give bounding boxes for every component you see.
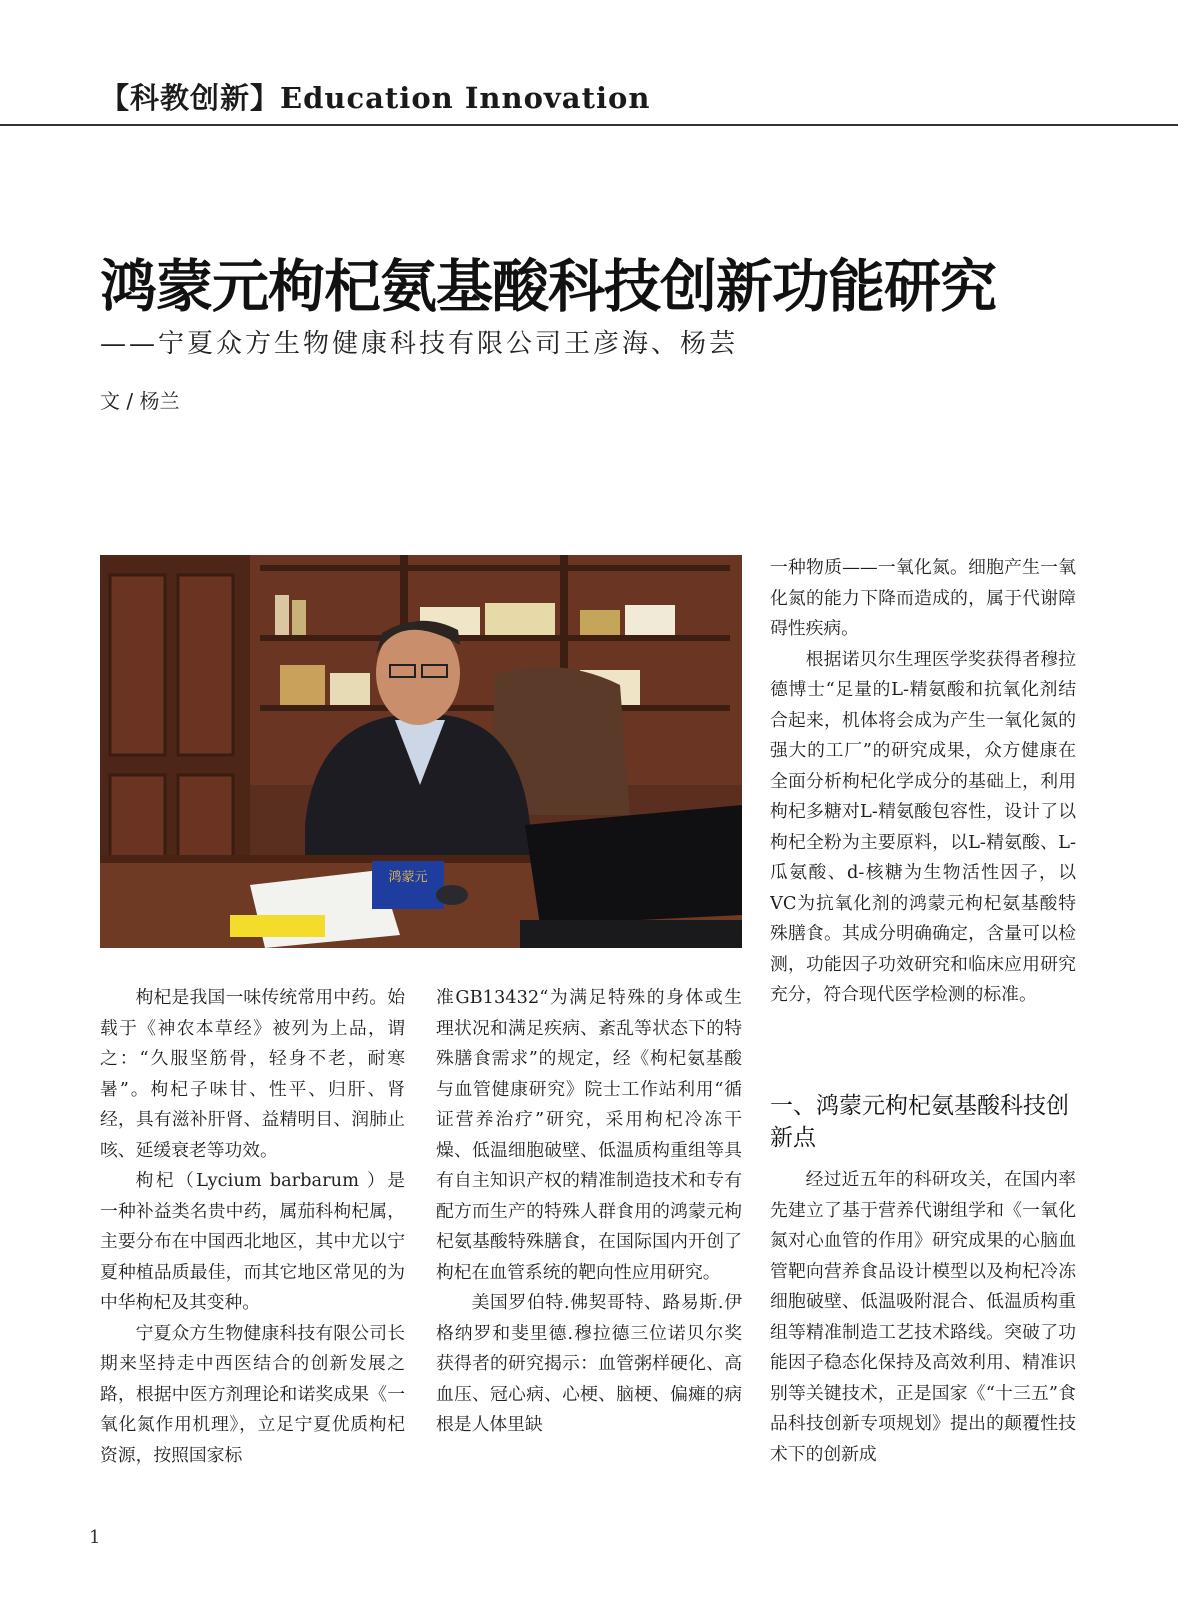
article-byline: 文 / 杨兰 xyxy=(100,389,180,413)
page-number: 1 xyxy=(89,1527,101,1548)
book-cover-text: 鸿蒙元 xyxy=(388,870,428,885)
section-heading: 一、鸿蒙元枸杞氨基酸科技创新点 xyxy=(770,1093,1069,1151)
article-subtitle: ——宁夏众方生物健康科技有限公司王彦海、杨芸 xyxy=(100,329,739,359)
paragraph: 宁夏众方生物健康科技有限公司长期来坚持走中西医结合的创新发展之路，根据中医方剂理论和诺奖成果《一氧化氮作用机理》，立足宁夏优质枸杞资源，按照国家标 xyxy=(100,1322,405,1466)
text-column-3-bottom xyxy=(770,1165,1076,1491)
office-portrait-illustration xyxy=(100,555,742,948)
paragraph: 准GB13432“为满足特殊的身体或生理状况和满足疾病、紊乱等状态下的特殊膳食需求”的规定，经《枸杞氨基酸与血管健康研究》院士工作站利用“循证营养治疗”研究，采用枸杞冷冻干燥、低温细胞破壁、低温质构重组等具有自主知识产权的精准制造技术和专有配方而生产的特殊人群食用的鸿蒙元枸杞氨基酸特殊膳食，在国际国内开创了枸杞在血管系统的靶向性应用研究。 xyxy=(436,987,742,1283)
paragraph: 根据诺贝尔生理医学奖获得者穆拉德博士“足量的L-精氨酸和抗氧化剂结合起来，机体将会成为产生一氧化氮的强大的工厂”的研究成果，众方健康在全面分析枸杞化学成分的基础上，利用枸杞多糖对L-精氨酸包容性，设计了以枸杞全粉为主要原料，以L-精氨酸、L-瓜氨酸、d-核糖为生物活性因子，以VC为抗氧化剂的鸿蒙元枸杞氨基酸特殊膳食。其成分明确确定，含量可以检测，功能因子功效研究和临床应用研究充分，符合现代医学检测的标准。 xyxy=(770,648,1076,1005)
section-header: 【科教创新】Education Innovation xyxy=(100,81,651,115)
text-column-3-top xyxy=(770,553,1076,1059)
paragraph: 一种物质——一氧化氮。细胞产生一氧化氮的能力下降而造成的，属于代谢障碍性疾病。 xyxy=(770,557,1076,639)
paragraph: 美国罗伯特.佛契哥特、路易斯.伊格纳罗和斐里德.穆拉德三位诺贝尔奖获得者的研究揭示：血管粥样硬化、高血压、冠心病、心梗、脑梗、偏瘫的病根是人体里缺 xyxy=(436,1292,742,1435)
paragraph: 枸杞是我国一味传统常用中药。始载于《神农本草经》被列为上品，谓之：“久服坚筋骨，轻身不老，耐寒暑”。枸杞子味甘、性平、归肝、肾经，具有滋补肝肾、益精明目、润肺止咳、延缓衰老等功效。 xyxy=(100,987,405,1161)
paragraph: 枸杞（Lycium barbarum ）是一种补益类名贵中药，属茄科枸杞属，主要分布在中国西北地区，其中尤以宁夏种植品质最佳，而其它地区常见的为中华枸杞及其变种。 xyxy=(100,1170,405,1313)
article-title: 鸿蒙元枸杞氨基酸科技创新功能研究 xyxy=(100,254,996,320)
header-rule xyxy=(0,124,1178,126)
text-column-2 xyxy=(436,983,742,1485)
paragraph: 经过近五年的科研攻关，在国内率先建立了基于营养代谢组学和《一氧化氮对心血管的作用》研究成果的心脑血管靶向营养食品设计模型以及枸杞冷冻细胞破壁、低温吸附混合、低温质构重组等精准制造工艺技术路线。突破了功能因子稳态化保持及高效利用、精准识别等关键技术，正是国家《“十三五”食品科技创新专项规划》提出的颠覆性技术下的创新成 xyxy=(770,1169,1076,1465)
article-photo xyxy=(100,555,742,948)
text-column-1 xyxy=(100,983,405,1485)
